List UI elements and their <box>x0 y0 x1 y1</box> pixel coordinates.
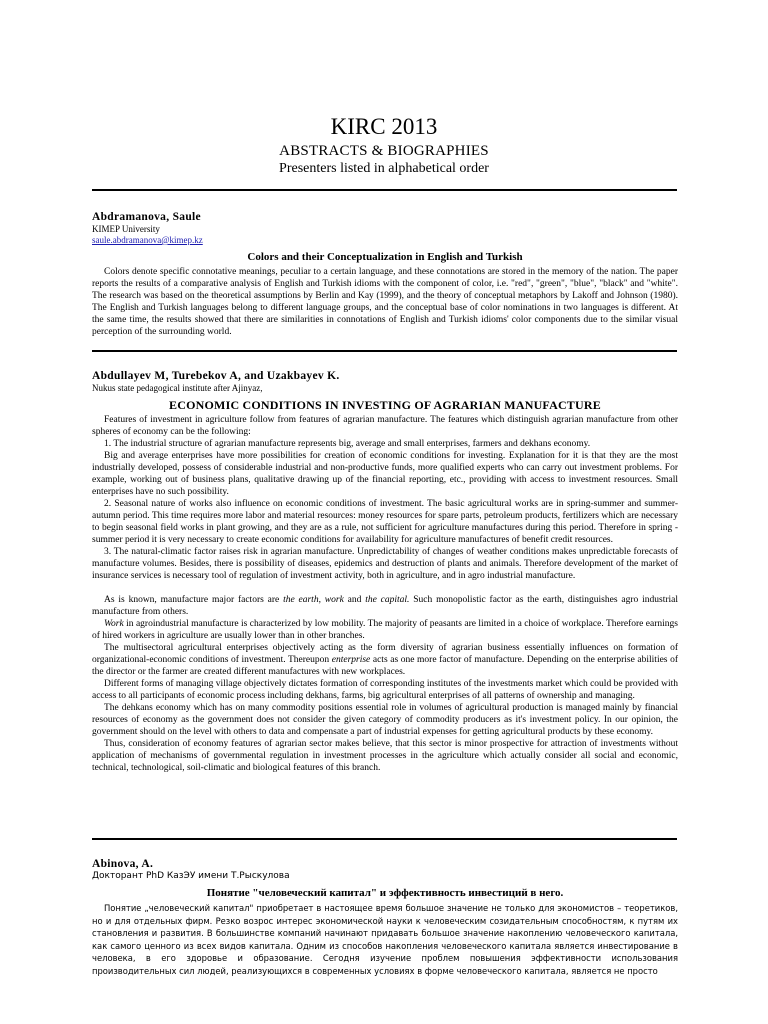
abstract-section-2 <box>92 369 678 774</box>
author-name: Abdramanova, Saule <box>92 211 201 223</box>
abstract-paragraph: Different forms of managing village objectively dictates formation of corresponding institutes of the investments market which could be provided with access to all participants of economic process including dekhans, farms, big agricultural enterprises of all patterns of ownership and managing. <box>92 679 678 701</box>
conference-subtitle: ABSTRACTS & BIOGRAPHIES <box>279 143 489 159</box>
abstract-section-1 <box>92 210 678 338</box>
author-name: Abinova, A. <box>92 858 154 870</box>
text-run: Such monopolistic factor as the earth, distinguishes agro industrial manufacture from others. <box>92 595 678 617</box>
abstract-paragraph: Thus, consideration of economy features of agrarian sector makes believe, that this sector is minor prospective for attraction of investments without application of mechanisms of governmental regulation in investment processes in the agriculture which actually consider all social and economic, technical, technological, soil-climatic and biological features of this branch. <box>92 739 678 773</box>
abstract-paragraph: Big and average enterprises have more possibilities for creation of economic conditions for investing. Explanation for it is that they are the most industrially developed, possess of considerable industrial and non-productive funds, more qualified experts who can carry out investment problems. For example, working out of business plans, qualitative drawing up of the financial reporting, etc., providing with access to investment resources. Small enterprises have no such possibility. <box>92 451 678 497</box>
conference-title: KIRC 2013 <box>330 114 438 139</box>
text-run: in agroindustrial manufacture is characterized by low mobility. The majority of peasants are limited in a choice of workplace. Therefore earnings of hired workers in agriculture are usually lower than in other branches. <box>92 619 678 641</box>
abstract-paragraph: 2. Seasonal nature of works also influence on economic conditions of investment. The basic agricultural works are in spring-summer and summer-autumn period. This time requires more labor and material resources: money resources for spare parts, petroleum products, fertilizers which are necessary to begin seasonal field works in plant growing, and they are as a rule, not sufficient for agriculture manufactures during this period. Therefore in spring - summer period it is very necessary to create economic conditions for availability for agriculture manufactures of benefit credit resources. <box>92 499 678 545</box>
conference-subtitle-note: Presenters listed in alphabetical order <box>279 161 489 176</box>
text-run: As is known, manufacture major factors are <box>104 595 284 605</box>
author-affiliation: Докторант PhD КазЭУ имени Т.Рыскулова <box>92 871 290 881</box>
author-email-link[interactable]: saule.abdramanova@kimep.kz <box>92 235 203 245</box>
text-run: and <box>343 595 366 605</box>
abstract-paragraph: 1. The industrial structure of agrarian manufacture represents big, average and small enterprises, farmers and dekhans economy. <box>104 439 591 449</box>
text-run: acts as one more factor of manufacture. Depending on the enterprise abilities of the director or the farmer are created different manufactures with new workplaces. <box>92 655 679 677</box>
author-affiliation: KIMEP University <box>92 224 160 234</box>
section-divider <box>92 189 677 191</box>
abstract-paragraph <box>92 618 678 642</box>
abstract-paragraph <box>92 594 678 618</box>
text-run: The multisectoral agricultural enterprises objectively acting as the form diversity of agrarian business essentially influences on formation of organizational-economic conditions of investment. Thereupon <box>92 643 678 665</box>
paper-title: Colors and their Conceptualization in English and Turkish <box>247 251 523 263</box>
italic-text: the capital. <box>365 595 410 605</box>
paper-title: Понятие "человеческий капитал" и эффективность инвестиций в него. <box>206 887 564 899</box>
author-name: Abdullayev M, Turebekov A, and Uzakbayev K. <box>92 370 340 382</box>
abstract-paragraph: 3. The natural-climatic factor raises risk in agrarian manufacture. Unpredictability of changes of weather conditions makes unpredictable forecasts of manufacture volumes. Besides, there is possibility of diseases, epidemics and destruction of plants and animals. Therefore development of the market of insurance services is necessary tool of regulation of investment activity, both in agriculture, and in agro industrial manufacture. <box>92 547 678 581</box>
abstract-paragraph <box>92 642 678 678</box>
abstract-paragraph: Понятие „человеческий капитал" приобретает в настоящее время большое значение не только для экономистов – теоретиков, но и для отдельных фирм. Резко возрос интерес экономической науки к человеческим созидательным способностям, к путям их становления и развития. В большинстве компаний начинают придавать большое значение накоплению человеческого капитала, как самого ценного из всех видов капитала. Одним из способов накопления человеческого капитала является инвестирование в человека, в его здоровье и образование. Сегодня изучение проблем повышения эффективности использования производительных сил людей, реализующихся в современных условиях в форме человеческого капитала, является не просто <box>92 903 678 976</box>
author-affiliation: Nukus state pedagogical institute after Ajinyaz, <box>92 383 263 393</box>
abstract-section-3 <box>92 857 678 977</box>
paper-title: ECONOMIC CONDITIONS IN INVESTING OF AGRARIAN MANUFACTURE <box>169 398 601 412</box>
section-divider <box>92 350 677 352</box>
italic-text: enterprise <box>331 655 371 665</box>
abstract-paragraph: Colors denote specific connotative meanings, peculiar to a certain language, and these connotations are stored in the memory of the nation. The paper reports the results of a comparative analysis of English and Turkish idioms with the component of color, i.e. "red", "green", "blue", "black" and "white". The research was based on the theoretical assumptions by Berlin and Kay (1999), and the theory of conceptual metaphors by Lakoff and Johnson (1980). The English and Turkish languages belong to different language groups, and the conceptual base of color nominations in two languages is different. At the same time, the results showed that there are similarities in connotations of English and Turkish idioms' color components due to the similar visual perception of the surrounding world. <box>92 267 678 337</box>
abstract-paragraph: Features of investment in agriculture follow from features of agrarian manufacture. The features which distinguish agrarian manufacture from other spheres of economy can be the following: <box>92 415 678 437</box>
section-divider <box>92 838 677 840</box>
italic-text: Work <box>104 619 124 629</box>
document-header <box>0 112 768 178</box>
italic-text: the earth, work <box>283 595 344 605</box>
paragraph-gap <box>92 582 678 594</box>
abstract-paragraph: The dehkans economy which has on many commodity positions essential role in volumes of agricultural production is managed mainly by financial resources of economy as the government does not consider the given category of commodity producers as it's investment policy. In our opinion, the government should on the level with others to data and compensate a part of industrial expenses for getting agricultural products by these economy. <box>92 703 678 737</box>
